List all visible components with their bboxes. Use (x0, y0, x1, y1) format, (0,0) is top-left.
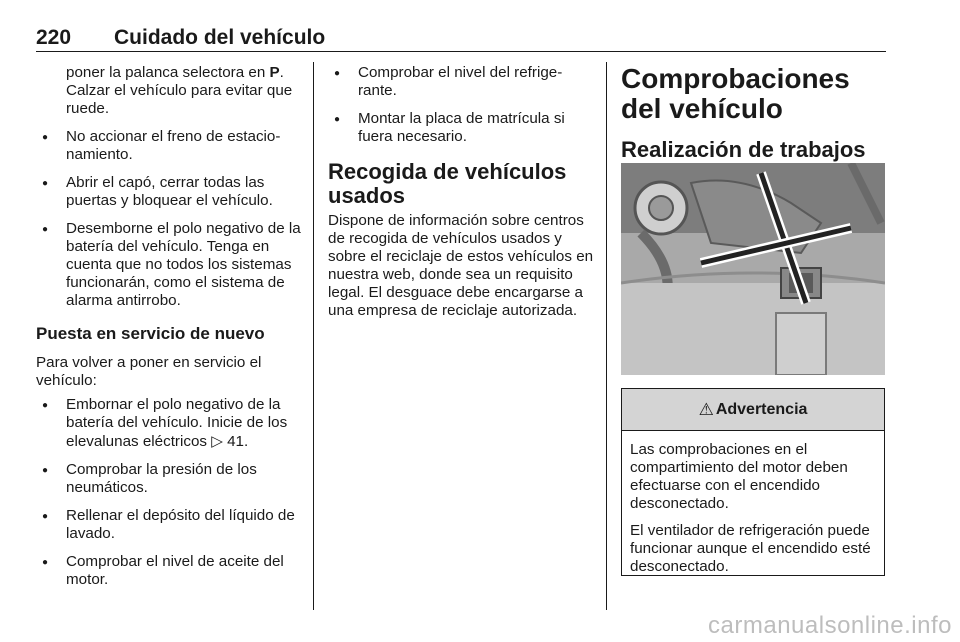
list-item: ● Desemborne el polo negativo de la batería del vehículo. Tenga en cuenta que no todos los sistemas funcionarán, como el sistema de alarma antirrobo. (36, 220, 301, 310)
warning-body (622, 431, 884, 576)
warning-title: Advertencia (715, 400, 808, 418)
checklist-3 (328, 64, 594, 146)
column-1 (36, 64, 301, 599)
section-paragraph: Para volver a poner en servicio el vehículo: (36, 354, 262, 389)
section-heading: Puesta en servicio de nuevo (36, 324, 265, 343)
intro-continued: poner la palanca selectora en P. Calzar el vehículo para evitar que ruede. (66, 64, 293, 117)
engine-compartment-photo (621, 163, 885, 375)
warning-paragraph: Las comprobaciones en el compartimiento del motor deben efectuarse con el encendido desconectado. (630, 441, 848, 512)
engine-illustration (621, 163, 885, 375)
page-number: 220 (36, 26, 72, 49)
chapter-title: Cuidado del vehículo (114, 26, 326, 49)
column-2 (328, 64, 594, 320)
list-item: ● Comprobar el nivel del refrigerante. (328, 64, 594, 100)
warning-header (622, 389, 884, 431)
list-item: ● No accionar el freno de estacionamiento. (36, 128, 301, 164)
watermark: carmanualsonline.info (708, 612, 952, 639)
page-header (36, 26, 886, 52)
list-item: ● Rellenar el depósito del líquido de lavado. (36, 507, 301, 543)
column-divider-1 (313, 62, 314, 610)
list-item: ● Comprobar el nivel de aceite del motor. (36, 553, 301, 589)
list-item: ● Montar la placa de matrícula si fuera necesario. (328, 110, 594, 146)
header-divider (36, 51, 886, 52)
list-item: ● Embornar el polo negativo de la batería del vehículo. Inicie de los elevalunas eléctricos ▷ 41. (36, 396, 301, 451)
warning-triangle-icon: ⚠ (698, 399, 714, 420)
column-divider-2 (606, 62, 607, 610)
main-heading: Comprobaciones del vehículo (621, 63, 850, 124)
page-reference-icon[interactable]: ▷ (211, 432, 223, 450)
warning-box (621, 388, 885, 576)
checklist (36, 128, 301, 310)
section-paragraph: Dispone de información sobre centros de recogida de vehículos usados y sobre el reciclaje de estos vehículos en nuestra web, donde sea un requisito legal. El desguace debe encargarse a una empresa de reciclaje autorizada. (328, 212, 594, 319)
list-item: ● Abrir el capó, cerrar todas las puertas y bloquear el vehículo. (36, 174, 301, 210)
column-3 (621, 64, 886, 162)
section-heading: Recogida de vehículos usados (328, 159, 567, 208)
checklist-2 (36, 396, 301, 589)
warning-paragraph: El ventilador de refrigeración puede funcionar aunque el encendido esté desconectado. (630, 522, 871, 575)
list-item: ● Comprobar la presión de los neumáticos. (36, 461, 301, 497)
sub-heading: Realización de trabajos (621, 137, 866, 162)
